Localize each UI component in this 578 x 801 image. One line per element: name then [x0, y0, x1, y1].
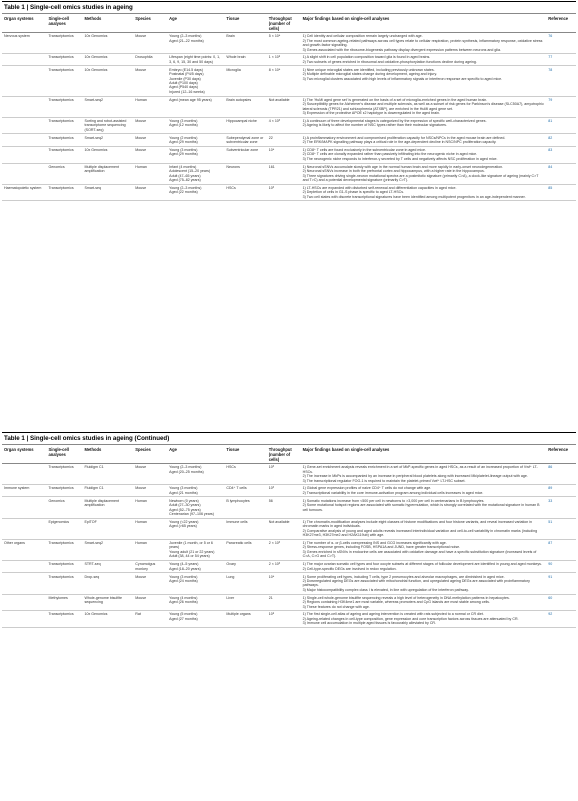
analysis-cell: Transcriptomics [46, 464, 82, 485]
tissue-cell: Whole brain [224, 54, 266, 66]
reference-cell: 81 [546, 117, 576, 134]
throughput-cell: 8 × 10⁴ [267, 66, 301, 96]
finding-line: 1) Somatic mutations increase from <500 per cell in newborns to >3,000 per cell in centenarians in B lymphocytes. [302, 498, 485, 503]
column-header-tissue: Tissue [224, 14, 266, 33]
analysis-cell: Epigenomics [46, 518, 82, 539]
column-header-analysis: Single-cell analyses [46, 14, 82, 33]
age-cell: Young (3 months) Aged (29 months) [167, 146, 224, 163]
tissue-cell: Ovary [224, 561, 266, 573]
method-cell: 10x Genomics [82, 33, 133, 54]
findings-cell [301, 54, 547, 66]
finding-line: 1) Cell identity and cellular composition remain largely unchanged with age. [302, 34, 423, 39]
finding-line: 2) CD8⁺ T cells are clonally expanded rather than passively infiltrating into the neurogenic niche in aged mice. [302, 152, 478, 157]
finding-line: 2) Multiple definable microglial states change during development, ageing and injury. [302, 72, 437, 77]
findings-cell [301, 146, 547, 163]
species-cell: Mouse [133, 134, 167, 146]
method-cell: Multiple displacement amplification [82, 497, 133, 518]
finding-line: 1) The chromatin-modification analyses include eight classes of histone modifications and four histone variants, and reveal increased variation in chromatin marks in aged individuals. [302, 519, 533, 529]
age-cell: Young (2–3 months) Aged (22 months) [167, 184, 224, 201]
species-cell: Mouse [133, 573, 167, 594]
finding-line: 1) Gene-set enrichment analysis reveals enrichment in a set of MkP-specific genes in aged HSCs, as a result of an increased proportion of Vwf⁺ LT-HSCs. [302, 465, 538, 474]
age-cell: Young (4–5 years) Aged (18–20 years) [167, 561, 224, 573]
finding-line: 2) Ageing-related changes in cell-type composition, gene expression and core transcription factors across tissues are attenuated by CR. [302, 616, 519, 621]
finding-line: 1) A proinflammatory environment and compromised proliferation capacity for NSCs/NPCs in the aged mouse brain are defined. [302, 135, 506, 140]
finding-line: 1) The major ovarian somatic cell types and four oocyte subsets at different stages of follicular development are identified in young and aged monkeys. [302, 562, 542, 567]
analysis-cell: Methylomes [46, 594, 82, 611]
age-cell: Young (<22 years) Aged (>65 years) [167, 518, 224, 539]
finding-line: 1) The first single-cell atlas of ageing and ageing intervention is created with rats subjected to a normal or CR diet. [302, 612, 484, 617]
column-header-method: Methods [82, 14, 133, 33]
method-cell: Smart-seq2 [82, 96, 133, 117]
age-cell: Young (5 months) Aged (27 months) [167, 611, 224, 628]
finding-line: 2) The increase in MkPs is accompanied by an increase in peripheral blood platelets along with increased Mk/platelet-lineage output with age. [302, 474, 528, 479]
tissue-cell: HSCs [224, 184, 266, 201]
throughput-cell: 10⁵ [267, 611, 301, 628]
age-cell: Young (2 months) Aged (29 months) [167, 134, 224, 146]
table-row [2, 611, 576, 628]
findings-cell [301, 594, 547, 611]
organ-system-cell [2, 573, 46, 594]
reference-cell: 79 [546, 96, 576, 117]
findings-cell [301, 184, 547, 201]
reference-cell: 51 [546, 518, 576, 539]
finding-line: 1) LT-HSCs are expanded with disturbed self-renewal and differentiation capacities in aged mice. [302, 185, 457, 190]
table-body [2, 464, 576, 628]
age-cell: Young (2–3 months) Aged (21–22 months) [167, 33, 224, 54]
finding-line: 2) The ERK/MAPK signalling pathway plays a critical role in the age-dependent decline in NSC/NPC proliferation capacity. [302, 140, 497, 145]
method-cell: 10x Genomics [82, 611, 133, 628]
finding-line: 2) Ageing is likely to affect the number of NSC types rather than their molecular signatures. [302, 123, 447, 128]
findings-cell [301, 497, 547, 518]
reference-cell: 89 [546, 485, 576, 497]
finding-line: 1) Neuronal sSNVs accumulate slowly with age in the normal human brain and more rapidly in early-onset neurodegeneration. [302, 164, 504, 169]
column-header-findings: Major findings based on single-cell analyses [301, 14, 547, 33]
finding-line: 3) Expression of the protective APOE ε2 haplotype is downregulated in the aged brain. [302, 111, 441, 116]
table-row [2, 146, 576, 163]
organ-system-cell [2, 146, 46, 163]
species-cell: Mouse [133, 146, 167, 163]
method-cell: Smart-seq2 [82, 134, 133, 146]
throughput-cell: 21 [267, 594, 301, 611]
finding-line: 2) The most common ageing-related pathways across cell types relate to cellular respiration, protein synthesis, inflammatory response, oxidative stress and growth-factor signalling. [302, 38, 543, 48]
method-cell: 10x Genomics [82, 54, 133, 66]
analysis-cell: Transcriptomics [46, 611, 82, 628]
tissue-cell: Lung [224, 573, 266, 594]
findings-cell [301, 117, 547, 134]
age-cell: Young (3 months) Aged (24 months) [167, 573, 224, 594]
column-header-analysis: Single-cell analyses [46, 445, 82, 464]
species-cell: Drosophila [133, 54, 167, 66]
finding-line: 2) Cell-type-specific DEGs are involved in redox regulation. [302, 566, 397, 571]
reference-cell: 87 [546, 539, 576, 560]
column-header-throughput: Throughput (number of cells) [267, 445, 301, 464]
findings-cell [301, 163, 547, 184]
table-1-grid [2, 14, 576, 201]
table-header-row [2, 445, 576, 464]
findings-cell [301, 66, 547, 96]
tissue-cell: Pancreatic cells [224, 539, 266, 560]
species-cell: Human [133, 96, 167, 117]
throughput-cell: 1 × 10⁵ [267, 54, 301, 66]
table-row [2, 33, 576, 54]
method-cell: Smart-seq [82, 184, 133, 201]
column-header-tissue: Tissue [224, 445, 266, 464]
table-row [2, 573, 576, 594]
age-cell: Young (2–3 months) Aged (20–25 months) [167, 464, 224, 485]
age-cell: Young (3 months) Aged (12 months) [167, 117, 224, 134]
throughput-cell: 4 × 10³ [267, 117, 301, 134]
throughput-cell: 10³ [267, 485, 301, 497]
reference-cell: 91 [546, 573, 576, 594]
table-row [2, 66, 576, 96]
analysis-cell: Transcriptomics [46, 96, 82, 117]
species-cell: Mouse [133, 485, 167, 497]
species-cell: Human [133, 497, 167, 518]
analysis-cell: Transcriptomics [46, 54, 82, 66]
age-cell: Juvenile (1 month, or 5 or 6 years) Young adult (21 or 22 years) Adult (38, 44 or 54 years) [167, 539, 224, 560]
reference-cell: 92 [546, 611, 576, 628]
organ-system-cell [2, 163, 46, 184]
age-cell: Lifespan (eight time points: 0, 1, 3, 6, 9, 15, 30 and 50 days) [167, 54, 224, 66]
finding-line: 1) Nine unique microglial states are identified, including previously unknown states. [302, 67, 435, 72]
reference-cell: 90 [546, 561, 576, 573]
finding-line: 1) The 'HuMi aged gene set' is generated on the basis of a set of microglia-enriched genes in the aged human brain. [302, 97, 488, 102]
tissue-cell: B lymphocytes [224, 497, 266, 518]
throughput-cell: 56 [267, 497, 301, 518]
throughput-cell: Not available [267, 518, 301, 539]
column-header-findings: Major findings based on single-cell analyses [301, 445, 547, 464]
column-header-species: Species [133, 14, 167, 33]
method-cell: Fluidigm C1 [82, 485, 133, 497]
age-cell: Young (4 months) Aged (26 months) [167, 594, 224, 611]
method-cell: 10x Genomics [82, 146, 133, 163]
finding-line: 2) Downregulated ageing DEGs are associated with mitochondrial function, and upregulated ageing DEGs are associated with proinflammatory pathways. [302, 578, 530, 588]
table-1-continued [2, 432, 576, 628]
analysis-cell: Transcriptomics [46, 146, 82, 163]
column-header-age: Age [167, 14, 224, 33]
throughput-cell: 161 [267, 163, 301, 184]
age-cell: Young (3 months) Aged (21 months) [167, 485, 224, 497]
finding-line: 1) A continuum of three developmental stages is categorized by the expression of specific well-characterized genes. [302, 118, 487, 123]
finding-line: 2) Regions containing H3K4me1 are most variable, whereas promoters and CpG islands are most stable among cells. [302, 600, 490, 605]
tissue-cell: Subependymal zone or subventricular zone [224, 134, 266, 146]
organ-system-cell: Immune system [2, 485, 46, 497]
organ-system-cell [2, 54, 46, 66]
table-row [2, 485, 576, 497]
organ-system-cell [2, 497, 46, 518]
reference-cell: 60 [546, 594, 576, 611]
species-cell: Mouse [133, 33, 167, 54]
tissue-cell: Hippocampal niche [224, 117, 266, 134]
table-title-continued: Table 1 | Single-cell omics studies in ageing (Continued) [2, 432, 576, 445]
throughput-cell: 10³ [267, 184, 301, 201]
reference-cell: 77 [546, 54, 576, 66]
method-cell: Whole-genome bisulfite sequencing [82, 594, 133, 611]
species-cell: Rat [133, 611, 167, 628]
analysis-cell: Transcriptomics [46, 485, 82, 497]
throughput-cell: Not available [267, 96, 301, 117]
table-row [2, 561, 576, 573]
analysis-cell: Transcriptomics [46, 117, 82, 134]
organ-system-cell: Haematopoietic system [2, 184, 46, 201]
reference-cell: 76 [546, 33, 576, 54]
table-2-grid [2, 445, 576, 628]
age-cell: Aged (mean age 95 years) [167, 96, 224, 117]
column-header-organ: Organ systems [2, 445, 46, 464]
organ-system-cell [2, 611, 46, 628]
finding-line: 2) Comparative analysis of young and aged adults reveals increased interindividual variation and cell-to-cell variability in chromatin marks (including H3K27me3, H3K27me2 and H2AK119ub) with age. [302, 528, 538, 538]
tissue-cell: CD4⁺ T cells [224, 485, 266, 497]
table-row [2, 184, 576, 201]
findings-cell [301, 539, 547, 560]
column-header-organ: Organ systems [2, 14, 46, 33]
throughput-cell: 2 × 10³ [267, 561, 301, 573]
table-row [2, 518, 576, 539]
table-1 [2, 1, 576, 201]
table-row [2, 594, 576, 611]
findings-cell [301, 96, 547, 117]
findings-cell [301, 485, 547, 497]
finding-line: 1) The number of α- or β-cells coexpressing INS and GCG increases significantly with age. [302, 541, 447, 546]
organ-system-cell [2, 134, 46, 146]
finding-line: 2) Some mutational hotspot regions are associated with somatic hypermutation, which is strongly correlated with the mutational signature in human B cell tumours. [302, 503, 540, 512]
method-cell: Drop-seq [82, 573, 133, 594]
species-cell: Mouse [133, 464, 167, 485]
finding-line: 3) These features do not change with age. [302, 604, 370, 609]
column-header-age: Age [167, 445, 224, 464]
table-header-row [2, 14, 576, 33]
findings-cell [301, 464, 547, 485]
table-row [2, 163, 576, 184]
throughput-cell: 5 × 10⁴ [267, 33, 301, 54]
tissue-cell: Neurons [224, 163, 266, 184]
column-header-throughput: Throughput (number of cells) [267, 14, 301, 33]
table-title: Table 1 | Single-cell omics studies in ageing [2, 1, 576, 14]
analysis-cell: Genomics [46, 163, 82, 184]
findings-cell [301, 611, 547, 628]
finding-line: 1) Single-cell whole-genome bisulfite sequencing reveals a high level of heterogeneity in DNA methylation patterns in hepatocytes. [302, 595, 510, 600]
column-header-method: Methods [82, 445, 133, 464]
tissue-cell: Brain autopsies [224, 96, 266, 117]
tissue-cell: Liver [224, 594, 266, 611]
analysis-cell: Genomics [46, 497, 82, 518]
tissue-cell: Brain [224, 33, 266, 54]
findings-cell [301, 518, 547, 539]
tissue-cell: Microglia [224, 66, 266, 96]
table-row [2, 134, 576, 146]
table-row [2, 54, 576, 66]
species-cell: Human [133, 539, 167, 560]
analysis-cell: Transcriptomics [46, 561, 82, 573]
organ-system-cell [2, 561, 46, 573]
age-cell: Embryo (E14.5 days) Postnatal (P4/5 days) Juvenile (P30 days) Adult (P100 days) Aged (P540 days) Injured (12–16 weeks) [167, 66, 224, 96]
finding-line: 3) Three signatures driving single-neuron mutational spectra are a postmitotic signature (primarily C>A), a clock-like signature of ageing (mainly C>T and T>C) and a potential developmental signature (primarily C>T). [302, 173, 539, 183]
finding-line: 1) Some proliferating cell types, including T cells, type 2 pneumocytes and alveolar macrophages, are diminished in aged mice. [302, 574, 505, 579]
method-cell: STRT-seq [82, 561, 133, 573]
reference-cell: 78 [546, 66, 576, 96]
organ-system-cell [2, 96, 46, 117]
finding-line: 3) Major histocompatibility complex class I is elevated, in line with upregulation of the interferon pathway. [302, 587, 469, 592]
column-header-species: Species [133, 445, 167, 464]
species-cell: Cynomolgus monkey [133, 561, 167, 573]
findings-cell [301, 561, 547, 573]
tissue-cell: Immune cells [224, 518, 266, 539]
reference-cell: 85 [546, 184, 576, 201]
organ-system-cell [2, 464, 46, 485]
analysis-cell: Transcriptomics [46, 573, 82, 594]
organ-system-cell: Other organs [2, 539, 46, 560]
finding-line: 3) The neurogenic niche responds to interferon-γ secreted by T cells and negatively affects NSC proliferation in aged mice. [302, 156, 498, 161]
tissue-cell: Subventricular zone [224, 146, 266, 163]
organ-system-cell [2, 594, 46, 611]
organ-system-cell: Nervous system [2, 33, 46, 54]
analysis-cell: Transcriptomics [46, 539, 82, 560]
finding-line: 3) Two microglial clusters associated with high levels of inflammatory signals or interferon response are specific to aged mice. [302, 76, 503, 81]
organ-system-cell [2, 518, 46, 539]
finding-line: 2) Neuronal sSNVs increase in both the prefrontal cortex and hippocampus, with a higher rate in the hippocampus. [302, 169, 485, 174]
reference-cell: 84 [546, 163, 576, 184]
finding-line: 2) Transcriptional variability in the core immune-activation program among individual cells increases in aged mice. [302, 490, 484, 495]
analysis-cell: Transcriptomics [46, 184, 82, 201]
method-cell: Sorting and robot-assisted transcriptome sequencing (SORT-seq) [82, 117, 133, 134]
table-row [2, 117, 576, 134]
throughput-cell: 2 × 10³ [267, 539, 301, 560]
column-header-ref: Reference [546, 445, 576, 464]
finding-line: 2) Susceptibility genes for Alzheimer's disease and multiple sclerosis, as well as a subset of risk genes for Parkinson's disease (SLC50A7), amyotrophic lateral sclerosis (TPR21) and schizophrenia (ATXBP), are enriched in the HuMi aged gene set. [302, 102, 544, 111]
method-cell: Fluidigm C1 [82, 464, 133, 485]
table-row [2, 497, 576, 518]
reference-cell: 33 [546, 497, 576, 518]
finding-line: 3) The transcriptional regulator FOG-1 is required to maintain the platelet-primed Vwf⁺ LT-HSC subset. [302, 478, 466, 483]
finding-line: 3) Genes associated with the ribosome-biogenesis pathway display divergent expression patterns between neurons and glia. [302, 47, 501, 52]
tissue-cell: HSCs [224, 464, 266, 485]
reference-cell: 86 [546, 464, 576, 485]
throughput-cell: 10⁴ [267, 573, 301, 594]
finding-line: 1) Global gene expression profiles of naive CD4⁺ T cells do not change with age. [302, 486, 432, 491]
species-cell: Human [133, 518, 167, 539]
finding-line: 2) Stress-response genes, including FOSB, HSPA1A and JUND, have greater transcriptional noise. [302, 545, 461, 550]
species-cell: Mouse [133, 66, 167, 96]
organ-system-cell [2, 66, 46, 96]
finding-line: 1) A slight shift in cell population composition toward glia is found in aged brains. [302, 55, 431, 60]
throughput-cell: 22 [267, 134, 301, 146]
finding-line: 2) Depletion of cells in G1-S phase is specific to aged LT-HSCs. [302, 190, 404, 195]
age-cell: Newborn (0 years) Adult (27–30 years) Aged (52–75 years) Centenarian (97–106 years) [167, 497, 224, 518]
findings-cell [301, 134, 547, 146]
tissue-cell: Multiple organs [224, 611, 266, 628]
reference-cell: 83 [546, 146, 576, 163]
finding-line: 1) CD8⁺ T cells are found exclusively in the subventricular zone in aged mice. [302, 147, 427, 152]
species-cell: Mouse [133, 117, 167, 134]
table-row [2, 539, 576, 560]
throughput-cell: 10⁴ [267, 146, 301, 163]
analysis-cell: Transcriptomics [46, 66, 82, 96]
finding-line: 2) Two subsets of genes enriched in ribosomal and oxidative-phosphorylation functions decline during ageing. [302, 59, 477, 64]
species-cell: Mouse [133, 594, 167, 611]
finding-line: 3) Immune cell accumulation in multiple aged tissues is favourably alleviated by CR. [302, 621, 437, 626]
reference-cell: 82 [546, 134, 576, 146]
finding-line: 3) Genes enriched in sSNVs in endocrine cells are associated with oxidative damage and have a specific substitution signature (increased levels of C>A, C>G and C>T). [302, 549, 537, 559]
method-cell: Smart-seq2 [82, 539, 133, 560]
method-cell: Multiple displacement amplification [82, 163, 133, 184]
age-cell: Infant (4 months) Adolescent (15–20 years) Adult (47–65 years) Aged (75–82 years) [167, 163, 224, 184]
table-row [2, 464, 576, 485]
species-cell: Human [133, 163, 167, 184]
analysis-cell: Transcriptomics [46, 134, 82, 146]
table-row [2, 96, 576, 117]
species-cell: Mouse [133, 184, 167, 201]
column-header-ref: Reference [546, 14, 576, 33]
throughput-cell: 10³ [267, 464, 301, 485]
findings-cell [301, 573, 547, 594]
table-body [2, 33, 576, 201]
method-cell: 10x Genomics [82, 66, 133, 96]
organ-system-cell [2, 117, 46, 134]
method-cell: EpiTOF [82, 518, 133, 539]
analysis-cell: Transcriptomics [46, 33, 82, 54]
findings-cell [301, 33, 547, 54]
finding-line: 3) Two cell states with discrete transcriptional signatures have been identified among multipotent progenitors in an age-independent manner. [302, 194, 526, 199]
